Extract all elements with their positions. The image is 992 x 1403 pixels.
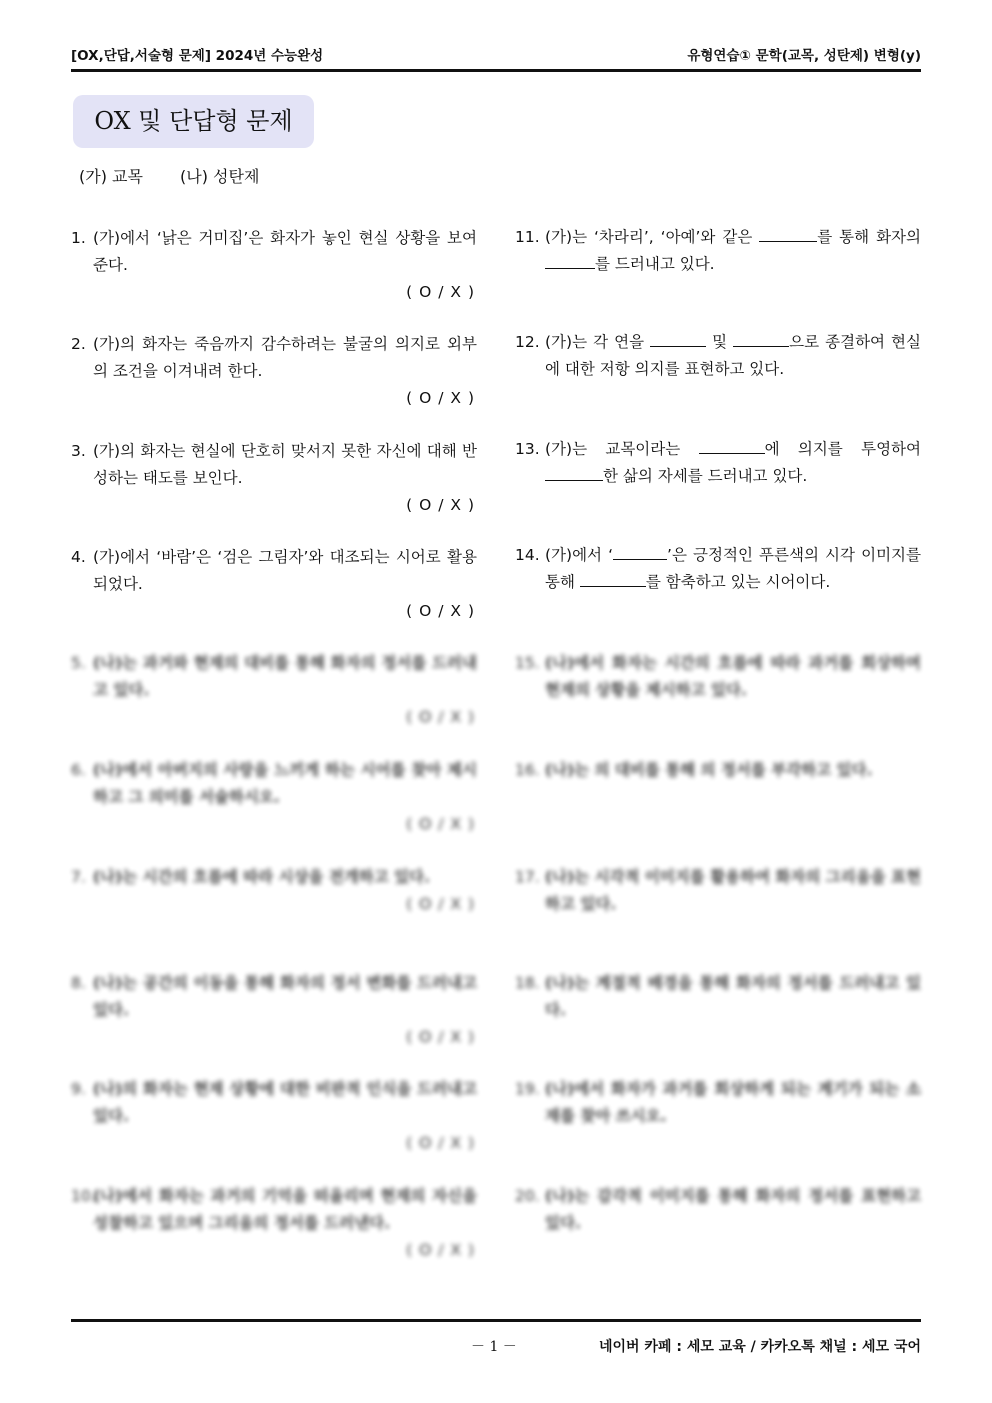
question-17-blurred	[515, 864, 921, 918]
question-1	[71, 225, 477, 306]
question-10-blurred	[71, 1183, 477, 1264]
question-text: (나)에서 화자는 시간의 흐름에 따라 과거를 회상하며 현재의 상황을 제시하고 있다.	[545, 654, 921, 699]
ox-mark: ( O / X )	[406, 602, 475, 620]
question-11	[515, 224, 921, 278]
section-title: OX 및 단답형 문제	[73, 95, 314, 148]
answer-blank[interactable]	[545, 464, 603, 481]
question-number: 3.	[71, 442, 86, 460]
question-number: 2.	[71, 335, 86, 353]
header-right: 유형연습① 문학(교목, 성탄제) 변형(y)	[687, 48, 921, 64]
answer-blank[interactable]	[580, 570, 646, 587]
question-20-blurred	[515, 1183, 921, 1237]
ox-mark: ( O / X )	[406, 496, 475, 514]
question-5-blurred	[71, 650, 477, 731]
page-number: － 1 －	[471, 1339, 517, 1355]
header-rule	[71, 69, 921, 72]
question-number: 11.	[515, 228, 540, 246]
question-number: 19.	[515, 1080, 540, 1098]
question-number: 14.	[515, 546, 540, 564]
source-label-ga: (가) 교목	[79, 167, 143, 186]
question-text: (나)는 계절적 배경을 통해 화자의 정서를 드러내고 있다.	[545, 974, 921, 1019]
question-8-blurred	[71, 970, 477, 1051]
question-number: 12.	[515, 333, 540, 351]
question-text: (나)에서 아버지의 사랑을 느끼게 하는 시어를 찾아 제시하고 그 의미를 서술하시오.	[93, 761, 477, 806]
question-16-blurred	[515, 757, 921, 784]
header-left: [OX,단답,서술형 문제] 2024년 수능완성	[71, 48, 324, 64]
question-6-blurred	[71, 757, 477, 838]
ox-mark: ( O / X )	[406, 708, 475, 726]
question-2	[71, 331, 477, 412]
question-15-blurred	[515, 650, 921, 704]
ox-mark: ( O / X )	[406, 1241, 475, 1259]
question-text: (나)는 시각적 이미지를 활용하여 화자의 그리움을 표현하고 있다.	[545, 868, 921, 913]
question-text: (가)는 ‘차라리’, ‘아예’와 같은 를 통해 화자의 를 드러내고 있다.	[545, 224, 921, 278]
question-3	[71, 438, 477, 519]
question-number: 5.	[71, 654, 86, 672]
question-number: 17.	[515, 868, 540, 886]
question-text: (가)에서 ‘ ’은 긍정적인 푸른색의 시각 이미지를 통해 를 함축하고 있는 시어이다.	[545, 542, 921, 596]
question-number: 1.	[71, 229, 86, 247]
question-text: (나)는 의 대비를 통해 의 정서를 부각하고 있다.	[545, 761, 873, 779]
ox-mark: ( O / X )	[406, 815, 475, 833]
question-number: 8.	[71, 974, 86, 992]
ox-mark: ( O / X )	[406, 895, 475, 913]
question-text: (나)는 과거와 현재의 대비를 통해 화자의 정서를 드러내고 있다.	[93, 654, 477, 699]
ox-mark: ( O / X )	[406, 1028, 475, 1046]
question-text: (나)의 화자는 현재 상황에 대한 비판적 인식을 드러내고 있다.	[93, 1080, 477, 1125]
question-number: 13.	[515, 440, 540, 458]
question-text: (가)는 교목이라는 에 의지를 투영하여 한 삶의 자세를 드러내고 있다.	[545, 436, 921, 490]
ox-mark: ( O / X )	[406, 283, 475, 301]
question-number: 15.	[515, 654, 540, 672]
question-14	[515, 542, 921, 596]
answer-blank[interactable]	[699, 437, 765, 454]
question-number: 18.	[515, 974, 540, 992]
ox-mark: ( O / X )	[406, 1134, 475, 1152]
question-text: (가)에서 ‘낡은 거미집’은 화자가 놓인 현실 상황을 보여준다.	[93, 229, 477, 274]
question-text: (가)는 각 연을 및 으로 종결하여 현실에 대한 저항 의지를 표현하고 있다.	[545, 329, 921, 383]
question-number: 6.	[71, 761, 86, 779]
question-text: (가)의 화자는 현실에 단호히 맞서지 못한 자신에 대해 반성하는 태도를 보인다.	[93, 442, 477, 487]
question-text: (나)는 공간의 이동을 통해 화자의 정서 변화를 드러내고 있다.	[93, 974, 477, 1019]
question-4	[71, 544, 477, 625]
answer-blank[interactable]	[733, 330, 789, 347]
question-text: (가)의 화자는 죽음까지 감수하려는 불굴의 의지로 외부의 조건을 이겨내려 한다.	[93, 335, 477, 380]
question-text: (나)는 시간의 흐름에 따라 시상을 전개하고 있다.	[93, 868, 430, 886]
question-number: 7.	[71, 868, 86, 886]
question-number: 10.	[71, 1187, 96, 1205]
question-7-blurred	[71, 864, 477, 918]
answer-blank[interactable]	[545, 252, 595, 269]
footer-rule	[71, 1319, 921, 1322]
question-12	[515, 329, 921, 383]
question-text: (나)에서 화자가 과거를 회상하게 되는 계기가 되는 소재를 찾아 쓰시오.	[545, 1080, 921, 1125]
question-number: 16.	[515, 761, 540, 779]
answer-blank[interactable]	[613, 543, 667, 560]
question-number: 9.	[71, 1080, 86, 1098]
page-footer	[71, 1336, 921, 1356]
question-19-blurred	[515, 1076, 921, 1130]
question-13	[515, 436, 921, 490]
question-number: 20.	[515, 1187, 540, 1205]
question-number: 4.	[71, 548, 86, 566]
source-label-na: (나) 성탄제	[180, 167, 260, 186]
question-text: (가)에서 ‘바람’은 ‘검은 그림자’와 대조되는 시어로 활용되었다.	[93, 548, 477, 593]
answer-blank[interactable]	[759, 225, 817, 242]
answer-blank[interactable]	[650, 330, 706, 347]
question-9-blurred	[71, 1076, 477, 1157]
page-header	[71, 44, 921, 64]
question-text: (나)에서 화자는 과거의 기억을 떠올리며 현재의 자신을 성찰하고 있으며 그리움의 정서를 드러낸다.	[93, 1187, 477, 1232]
question-text: (나)는 감각적 이미지를 통해 화자의 정서를 표현하고 있다.	[545, 1187, 921, 1232]
question-18-blurred	[515, 970, 921, 1024]
footer-info: 네이버 카페 : 세모 교육 / 카카오톡 채널 : 세모 국어	[598, 1339, 921, 1355]
ox-mark: ( O / X )	[406, 389, 475, 407]
